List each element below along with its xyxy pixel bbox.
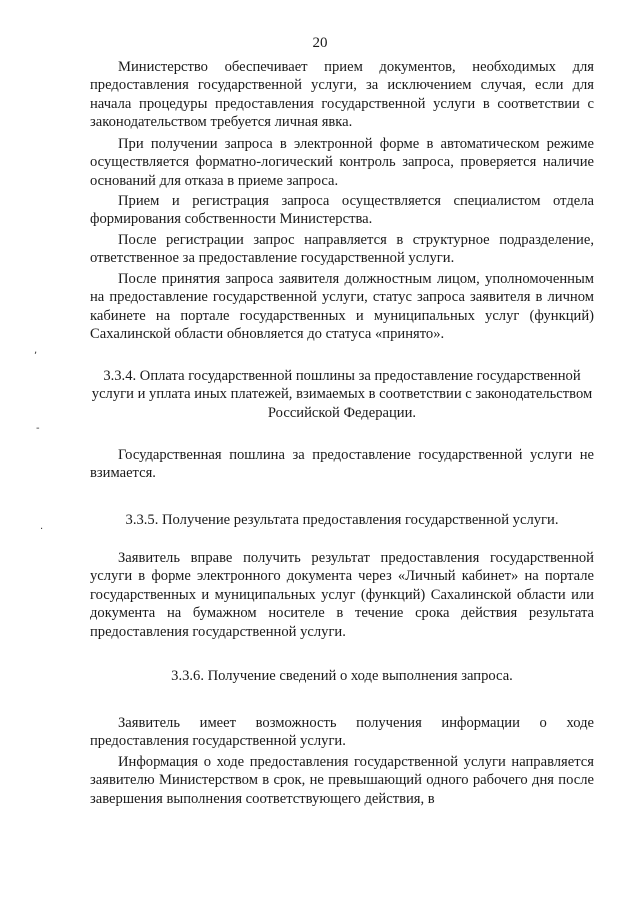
paragraph-ministry-acceptance: Министерство обеспечивает прием документов, необходимых для предоставления государственной услуги, за исключением случая, если для начала процедуры предоставления государственной услуги в соответствии с законодательством требуется личная явка.: [90, 59, 594, 131]
heading-3-3-5: 3.3.5. Получение результата предоставления государственной услуги.: [125, 512, 559, 528]
paragraph-format-control: При получении запроса в электронной форме в автоматическом режиме осуществляется форматно-логический контроль запроса, проверяется наличие оснований для отказа в приеме запроса.: [90, 136, 594, 189]
scan-mark: -: [36, 423, 40, 434]
paragraph-registration: Прием и регистрация запроса осуществляется специалистом отдела формирования собственности Министерства.: [90, 193, 594, 228]
paragraph-info-deadline: Информация о ходе предоставления государственной услуги направляется заявителю Министерством в срок, не превышающий одного рабочего дня после завершения выполнения соответствующего действия, в: [90, 754, 594, 807]
page-number: 20: [312, 35, 328, 51]
scan-mark: ·: [40, 524, 44, 535]
paragraph-state-duty: Государственная пошлина за предоставление государственной услуги не взимается.: [90, 447, 594, 482]
paragraph-status-update: После принятия запроса заявителя должностным лицом, уполномоченным на предоставление государственной услуги, статус запроса заявителя в личном кабинете на портале государственных и муниципальных услуг (функций) Сахалинской области обновляется до статуса «принято».: [90, 271, 594, 343]
scan-mark: ,: [34, 345, 38, 356]
paragraph-after-registration: После регистрации запрос направляется в структурное подразделение, ответственное за предоставление государственной услуги.: [90, 232, 594, 267]
paragraph-result-receipt: Заявитель вправе получить результат предоставления государственной услуги в форме электронного документа через «Личный кабинет» на портале государственных и муниципальных услуг (функций) Сахалинской области или документа на бумажном носителе в течение срока действия результата предоставления государственной услуги.: [90, 550, 594, 640]
paragraph-info-possibility: Заявитель имеет возможность получения информации о ходе предоставления государственной услуги.: [90, 715, 594, 750]
heading-3-3-4: 3.3.4. Оплата государственной пошлины за предоставление государственной услуги и уплата иных платежей, взимаемых в соответствии с законодательством Российской Федерации.: [91, 368, 593, 421]
heading-3-3-6: 3.3.6. Получение сведений о ходе выполнения запроса.: [171, 668, 513, 684]
